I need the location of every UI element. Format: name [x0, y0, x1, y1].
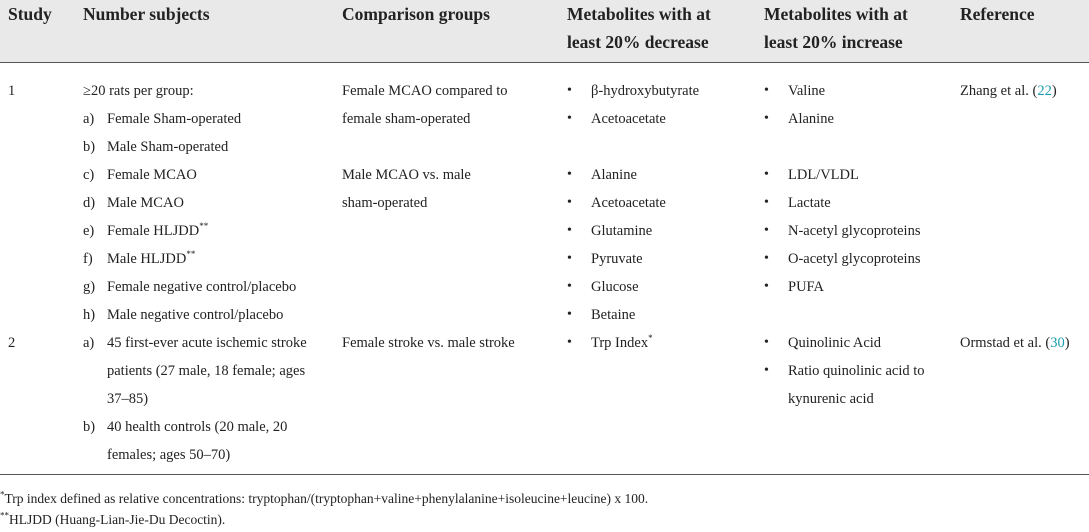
bullet-icon: • — [764, 251, 769, 266]
footnote-marker: ** — [199, 221, 209, 232]
metabolite: Acetoacetate — [591, 195, 666, 211]
list-item — [567, 189, 666, 217]
list-marker: a) — [83, 111, 95, 127]
list-item — [83, 329, 307, 413]
list-item — [83, 133, 296, 161]
list-item — [764, 217, 920, 245]
decrease-list-1b — [567, 161, 666, 329]
metabolite: Betaine — [591, 307, 636, 323]
reference-close: ) — [1064, 335, 1070, 351]
reference-2 — [960, 329, 1070, 357]
metabolite: LDL/VLDL — [788, 167, 859, 183]
list-marker: g) — [83, 279, 96, 295]
list-item — [567, 301, 666, 329]
bullet-icon: • — [764, 363, 769, 378]
list-item — [83, 273, 296, 301]
table-bottom-rule — [0, 474, 1089, 475]
list-item — [764, 77, 834, 105]
list-item — [764, 273, 920, 301]
list-marker: a) — [83, 335, 95, 351]
list-item — [83, 245, 296, 273]
bullet-icon: • — [567, 111, 572, 126]
list-item-text: Female HLJDD — [107, 223, 200, 239]
comparison-line: Male MCAO vs. male — [342, 167, 471, 183]
bullet-icon: • — [764, 279, 769, 294]
bullet-icon: • — [567, 307, 572, 322]
list-item — [567, 217, 666, 245]
list-marker: f) — [83, 251, 93, 267]
decrease-list-1a — [567, 77, 699, 133]
metabolite: PUFA — [788, 279, 824, 295]
bullet-icon: • — [567, 83, 572, 98]
metabolite: N-acetyl glycoproteins — [788, 223, 921, 239]
list-item-text: Male MCAO — [107, 195, 184, 211]
list-marker: b) — [83, 139, 96, 155]
subjects-cell-1 — [83, 77, 296, 329]
bullet-icon: • — [567, 195, 572, 210]
list-marker: b) — [83, 419, 96, 435]
comparison-line: female sham-operated — [342, 111, 471, 127]
list-item-line: patients (27 male, 18 female; ages — [107, 363, 306, 379]
list-item — [567, 329, 653, 357]
decrease-list-2 — [567, 329, 653, 357]
bullet-icon: • — [764, 167, 769, 182]
list-item — [83, 301, 296, 329]
header-comparison-groups: Comparison groups — [342, 4, 490, 24]
metabolite: Alanine — [788, 111, 834, 127]
citation-link[interactable]: 30 — [1050, 335, 1065, 351]
comparison-cell-2: Female stroke vs. male stroke — [342, 335, 515, 351]
footnote-marker: ** — [186, 249, 196, 260]
header-decrease-line2: least 20% decrease — [567, 32, 709, 52]
list-item-line: 37–85) — [107, 391, 149, 407]
list-item — [567, 105, 699, 133]
bullet-icon: • — [764, 195, 769, 210]
list-item-text: Female Sham-operated — [107, 111, 242, 127]
list-item — [567, 161, 666, 189]
header-reference: Reference — [960, 4, 1035, 24]
bullet-icon: • — [764, 83, 769, 98]
list-item-line: 45 first-ever acute ischemic stroke — [107, 335, 307, 351]
metabolite: Pyruvate — [591, 251, 643, 267]
bullet-icon: • — [567, 251, 572, 266]
study-number-1: 1 — [8, 83, 16, 99]
metabolite: Glucose — [591, 279, 639, 295]
list-item — [83, 105, 296, 133]
increase-list-1a — [764, 77, 834, 133]
metabolite: Ratio quinolinic acid to — [788, 363, 925, 379]
list-item — [567, 245, 666, 273]
comparison-line: Female MCAO compared to — [342, 83, 508, 99]
subjects-intro: ≥20 rats per group: — [83, 83, 194, 99]
list-item-text: Male HLJDD — [107, 251, 187, 267]
list-item-text: Female negative control/placebo — [107, 279, 297, 295]
reference-close: ) — [1051, 83, 1057, 99]
metabolite: kynurenic acid — [788, 391, 874, 407]
list-item — [764, 105, 834, 133]
reference-text: Ormstad et al. ( — [960, 335, 1051, 351]
bullet-icon: • — [764, 111, 769, 126]
metabolite: Trp Index — [591, 335, 649, 351]
comparison-cell-1b — [342, 161, 471, 217]
metabolite: Glutamine — [591, 223, 653, 239]
list-item — [764, 161, 920, 189]
footnote-mark: ** — [0, 510, 9, 521]
list-item — [567, 77, 699, 105]
study-number-2: 2 — [8, 335, 16, 351]
footnote-text: Trp index defined as relative concentrations: tryptophan/(tryptophan+valine+phenylalanine+isoleucine+leucine) x 100. — [4, 491, 649, 506]
list-item — [764, 329, 925, 357]
footnote-text: HLJDD (Huang-Lian-Jie-Du Decoctin). — [9, 512, 226, 527]
reference-1 — [960, 77, 1057, 105]
list-marker: h) — [83, 307, 96, 323]
list-marker: c) — [83, 167, 95, 183]
header-decrease-line1: Metabolites with at — [567, 4, 711, 24]
increase-list-1b — [764, 161, 920, 301]
bullet-icon: • — [567, 279, 572, 294]
bullet-icon: • — [764, 223, 769, 238]
list-item — [764, 189, 920, 217]
list-item-text: Male negative control/placebo — [107, 307, 284, 323]
metabolite: Alanine — [591, 167, 637, 183]
citation-link[interactable]: 22 — [1037, 83, 1052, 99]
metabolite: Acetoacetate — [591, 111, 666, 127]
header-decrease — [567, 0, 711, 56]
list-item — [764, 245, 920, 273]
footnote-2 — [0, 511, 225, 529]
list-item — [567, 273, 666, 301]
header-increase-line1: Metabolites with at — [764, 4, 908, 24]
list-marker: d) — [83, 195, 96, 211]
list-item — [83, 413, 307, 469]
reference-text: Zhang et al. ( — [960, 83, 1038, 99]
bullet-icon: • — [567, 167, 572, 182]
list-marker: e) — [83, 223, 95, 239]
metabolite: Valine — [788, 83, 826, 99]
footnote-marker: * — [648, 333, 653, 344]
list-item-text: Male Sham-operated — [107, 139, 229, 155]
footnote-mark: * — [0, 489, 5, 500]
header-increase — [764, 0, 908, 56]
increase-list-2 — [764, 329, 925, 413]
bullet-icon: • — [567, 223, 572, 238]
list-item-text: Female MCAO — [107, 167, 197, 183]
subjects-cell-2 — [83, 329, 307, 469]
bullet-icon: • — [567, 335, 572, 350]
footnote-1 — [0, 490, 648, 508]
header-number-subjects: Number subjects — [83, 4, 210, 24]
bullet-icon: • — [764, 335, 769, 350]
metabolite: Lactate — [788, 195, 831, 211]
list-item-line: 40 health controls (20 male, 20 — [107, 419, 288, 435]
list-item-line: females; ages 50–70) — [107, 447, 231, 463]
header-increase-line2: least 20% increase — [764, 32, 903, 52]
comparison-cell-1a — [342, 77, 508, 133]
list-item — [764, 357, 925, 413]
metabolite: Quinolinic Acid — [788, 335, 882, 351]
list-item — [83, 217, 296, 245]
list-item — [83, 161, 296, 189]
comparison-line: sham-operated — [342, 195, 428, 211]
header-study: Study — [8, 4, 52, 24]
metabolite: O-acetyl glycoproteins — [788, 251, 921, 267]
metabolite: β-hydroxybutyrate — [591, 83, 700, 99]
list-item — [83, 189, 296, 217]
